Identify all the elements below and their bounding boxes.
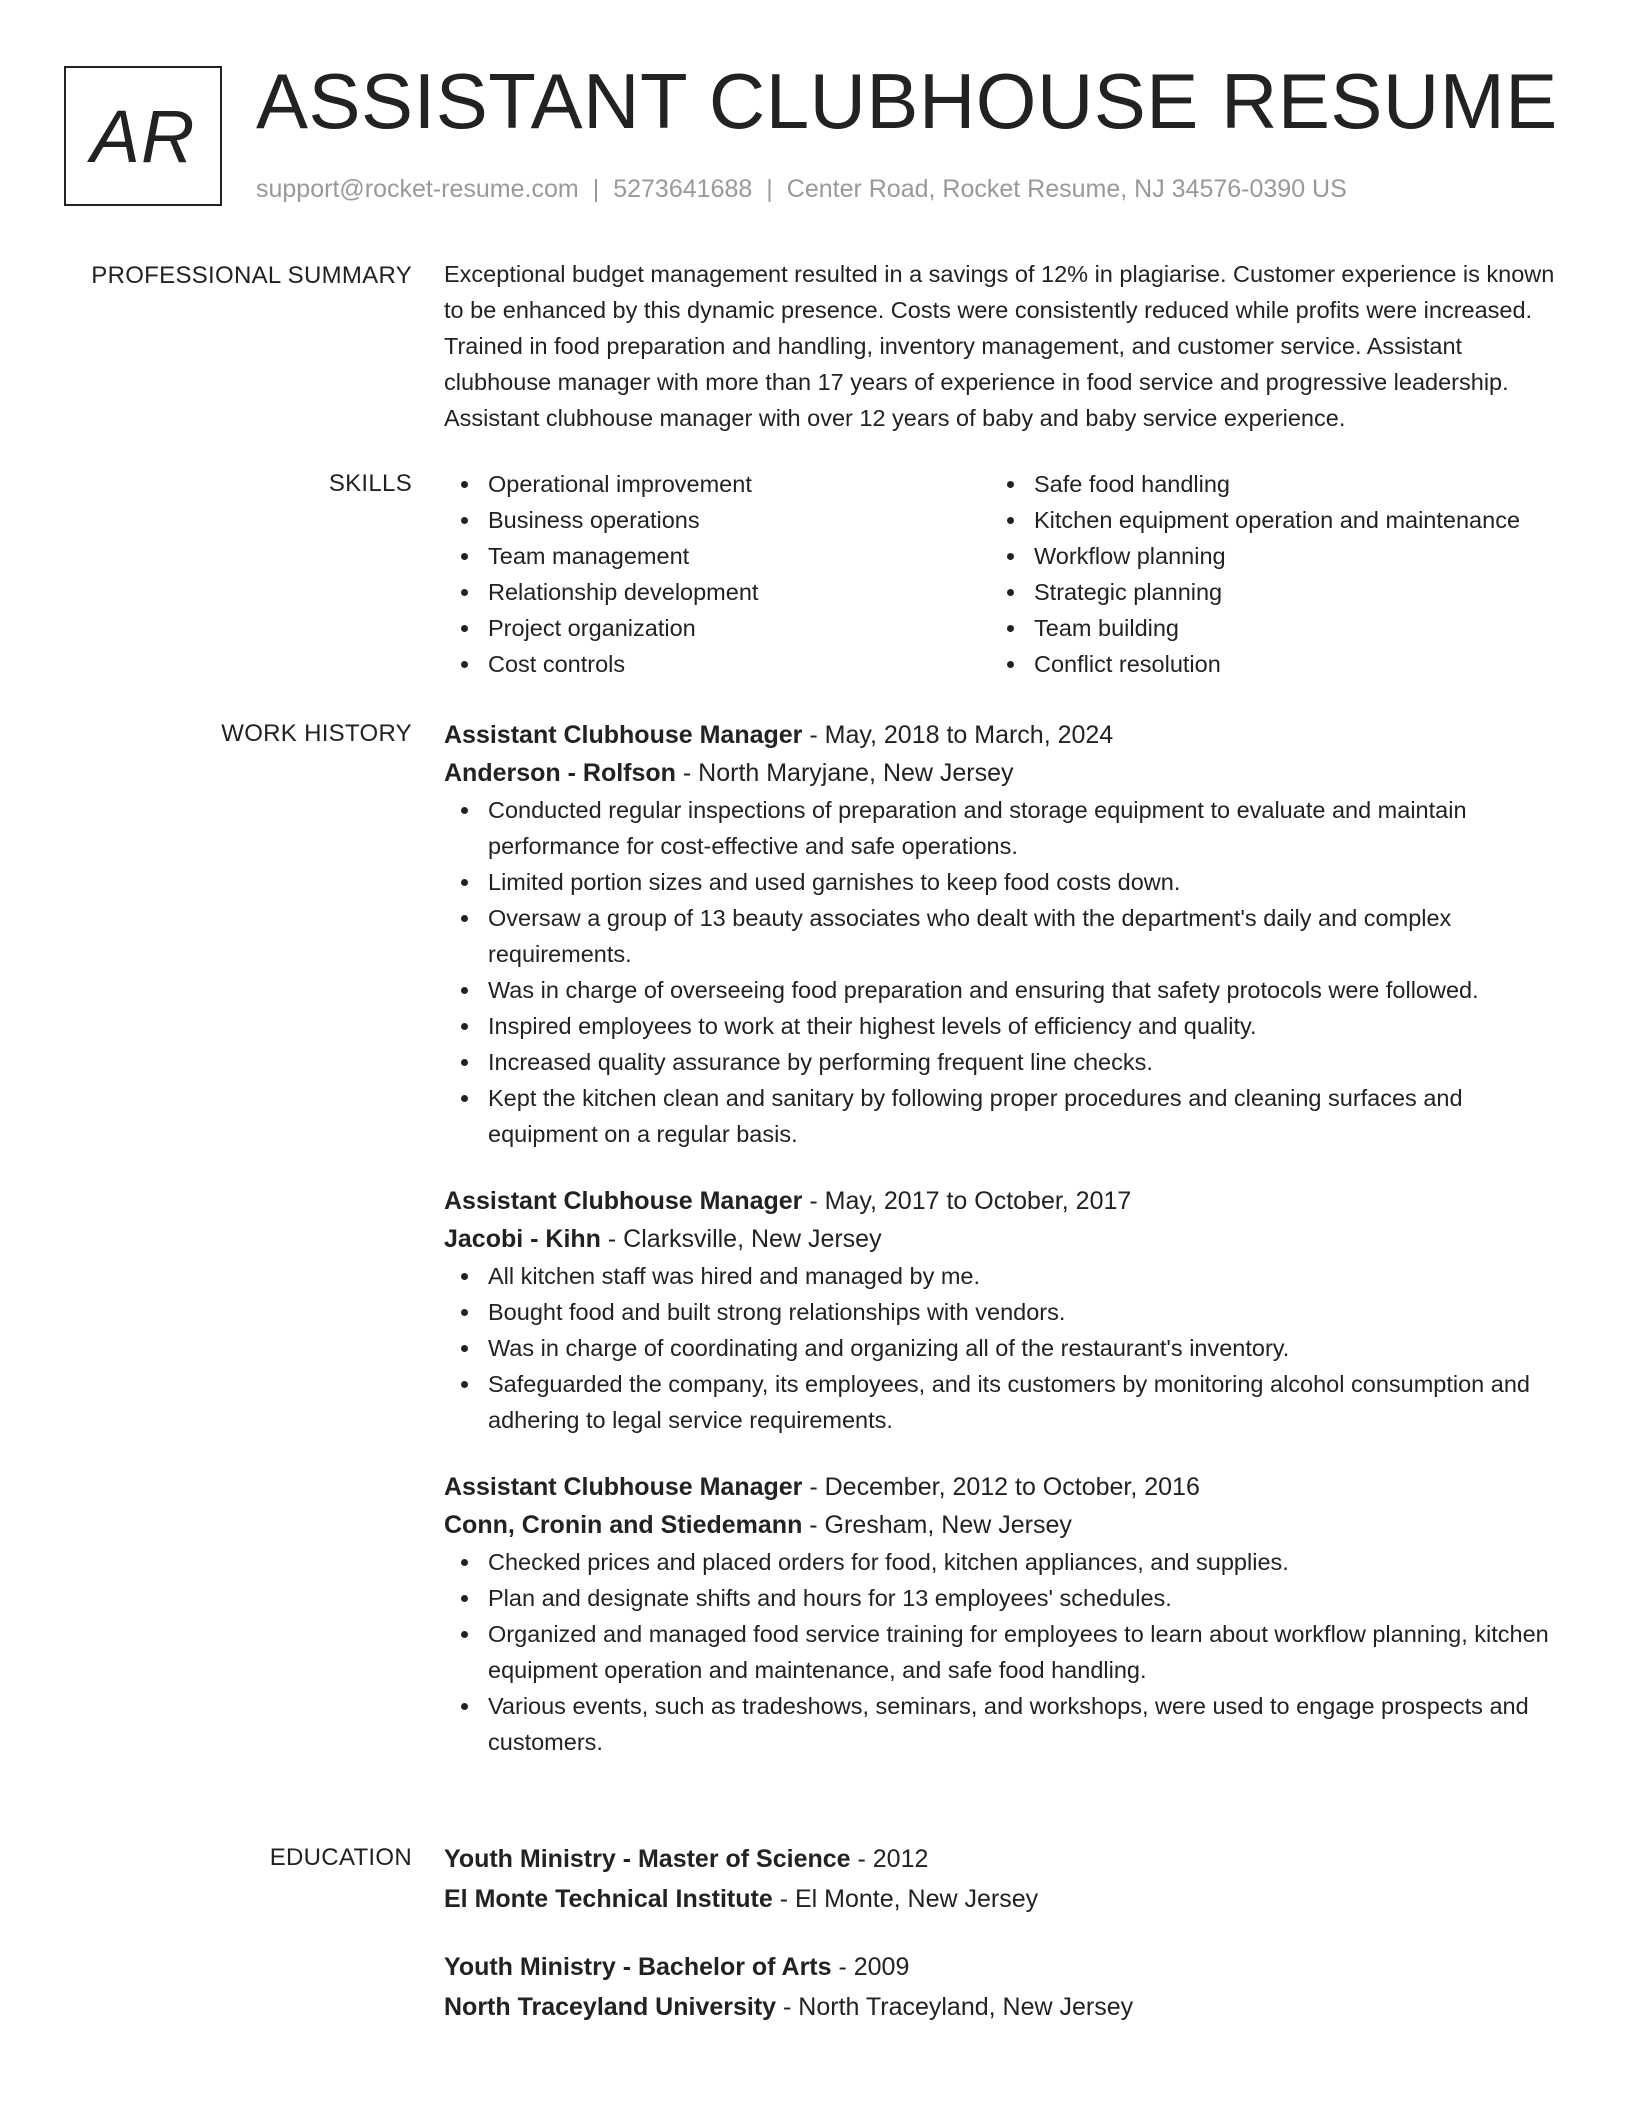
degree: Youth Ministry - Master of Science: [444, 1845, 851, 1873]
degree-line: [444, 1948, 1564, 1986]
job-entry: [444, 1182, 1564, 1438]
skill-item: Team building: [990, 610, 1536, 646]
skill-item: Operational improvement: [444, 466, 990, 502]
job-duty: Kept the kitchen clean and sanitary by following proper procedures and cleaning surfaces and equipment on a regular basis.: [444, 1080, 1564, 1152]
education-entry: [444, 1840, 1564, 1918]
job-location: - North Maryjane, New Jersey: [675, 759, 1014, 787]
job-company-line: [444, 1506, 1564, 1544]
job-title-line: [444, 1468, 1564, 1506]
job-title: Assistant Clubhouse Manager: [444, 1473, 803, 1501]
job-duty: Various events, such as tradeshows, seminars, and workshops, were used to engage prospects and customers.: [444, 1688, 1564, 1760]
skill-item: Strategic planning: [990, 574, 1536, 610]
job-dates: - May, 2017 to October, 2017: [802, 1187, 1132, 1215]
school-line: [444, 1988, 1564, 2026]
skill-item: Relationship development: [444, 574, 990, 610]
summary-body: [444, 256, 1564, 436]
job-duty: Limited portion sizes and used garnishes to keep food costs down.: [444, 864, 1564, 900]
skill-item: Workflow planning: [990, 538, 1536, 574]
skills-list-left: [444, 466, 990, 682]
school: El Monte Technical Institute: [444, 1885, 773, 1913]
job-duty: Was in charge of coordinating and organizing all of the restaurant's inventory.: [444, 1330, 1564, 1366]
skill-item: Business operations: [444, 502, 990, 538]
job-duty: Oversaw a group of 13 beauty associates who dealt with the department's daily and complex requirements.: [444, 900, 1564, 972]
contact-separator: |: [592, 175, 600, 203]
job-duties-list: [444, 1544, 1564, 1760]
job-title: Assistant Clubhouse Manager: [444, 721, 803, 749]
contact-separator: |: [766, 175, 773, 203]
job-title-line: [444, 1182, 1564, 1220]
skills-list-right: [990, 466, 1536, 682]
section-label-skills: SKILLS: [328, 470, 412, 497]
degree-year: - 2012: [850, 1845, 929, 1873]
job-duty: Safeguarded the company, its employees, and its customers by monitoring alcohol consumption and adhering to legal service requirements.: [444, 1366, 1564, 1438]
education-entry: [444, 1948, 1564, 2026]
skill-item: Project organization: [444, 610, 990, 646]
school-location: - El Monte, New Jersey: [772, 1885, 1039, 1913]
job-location: - Clarksville, New Jersey: [600, 1225, 882, 1253]
email-link[interactable]: support@rocket-resume.com: [256, 175, 579, 203]
school-location: - North Traceyland, New Jersey: [776, 1993, 1134, 2021]
section-label-summary: PROFESSIONAL SUMMARY: [91, 262, 412, 289]
section-label-work-history: WORK HISTORY: [221, 720, 412, 747]
job-duty: Plan and designate shifts and hours for 13 employees' schedules.: [444, 1580, 1564, 1616]
work-history-body: [444, 716, 1564, 1760]
job-duty: All kitchen staff was hired and managed by me.: [444, 1258, 1564, 1294]
job-duty: Inspired employees to work at their highest levels of efficiency and quality.: [444, 1008, 1564, 1044]
degree-line: [444, 1840, 1564, 1878]
job-company-line: [444, 754, 1564, 792]
degree: Youth Ministry - Bachelor of Arts: [444, 1953, 832, 1981]
skill-item: Team management: [444, 538, 990, 574]
summary-text: Exceptional budget management resulted in a savings of 12% in plagiarise. Customer experience is known to be enhanced by this dynamic presence. Costs were consistently reduced while profits were increased. Trained in food preparation and handling, inventory management, and customer service. Assistant clubhouse manager with more than 17 years of experience in food service and progressive leadership. Assistant clubhouse manager with over 12 years of baby and baby service experience.: [444, 261, 1555, 431]
job-duty: Bought food and built strong relationships with vendors.: [444, 1294, 1564, 1330]
degree-year: - 2009: [831, 1953, 910, 1981]
job-duties-list: [444, 792, 1564, 1152]
job-company: Anderson - Rolfson: [444, 759, 676, 787]
job-company: Conn, Cronin and Stiedemann: [444, 1511, 803, 1539]
job-entry: [444, 1468, 1564, 1760]
resume-title: ASSISTANT CLUBHOUSE RESUME: [256, 57, 1558, 145]
job-company-line: [444, 1220, 1564, 1258]
job-dates: - May, 2018 to March, 2024: [802, 721, 1114, 749]
job-company: Jacobi - Kihn: [444, 1225, 601, 1253]
job-duties-list: [444, 1258, 1564, 1438]
address: Center Road, Rocket Resume, NJ 34576-0390 US: [786, 175, 1347, 203]
job-title-line: [444, 716, 1564, 754]
monogram-logo: AR: [64, 66, 222, 206]
skill-item: Kitchen equipment operation and maintenance: [990, 502, 1536, 538]
education-body: [444, 1840, 1564, 2026]
job-duty: Organized and managed food service training for employees to learn about workflow planning, kitchen equipment operation and maintenance, and safe food handling.: [444, 1616, 1564, 1688]
job-duty: Increased quality assurance by performing frequent line checks.: [444, 1044, 1564, 1080]
contact-line: [256, 172, 1347, 206]
school-line: [444, 1880, 1564, 1918]
section-label-education: EDUCATION: [269, 1844, 412, 1871]
job-dates: - December, 2012 to October, 2016: [802, 1473, 1200, 1501]
job-duty: Checked prices and placed orders for food, kitchen appliances, and supplies.: [444, 1544, 1564, 1580]
skill-item: Safe food handling: [990, 466, 1536, 502]
skills-body: [444, 466, 1564, 682]
phone-number: 5273641688: [613, 175, 753, 203]
skill-item: Conflict resolution: [990, 646, 1536, 682]
job-duty: Conducted regular inspections of preparation and storage equipment to evaluate and maintain performance for cost-effective and safe operations.: [444, 792, 1564, 864]
job-title: Assistant Clubhouse Manager: [444, 1187, 803, 1215]
job-location: - Gresham, New Jersey: [802, 1511, 1072, 1539]
skill-item: Cost controls: [444, 646, 990, 682]
job-duty: Was in charge of overseeing food preparation and ensuring that safety protocols were followed.: [444, 972, 1564, 1008]
school: North Traceyland University: [444, 1993, 777, 2021]
job-entry: [444, 716, 1564, 1152]
